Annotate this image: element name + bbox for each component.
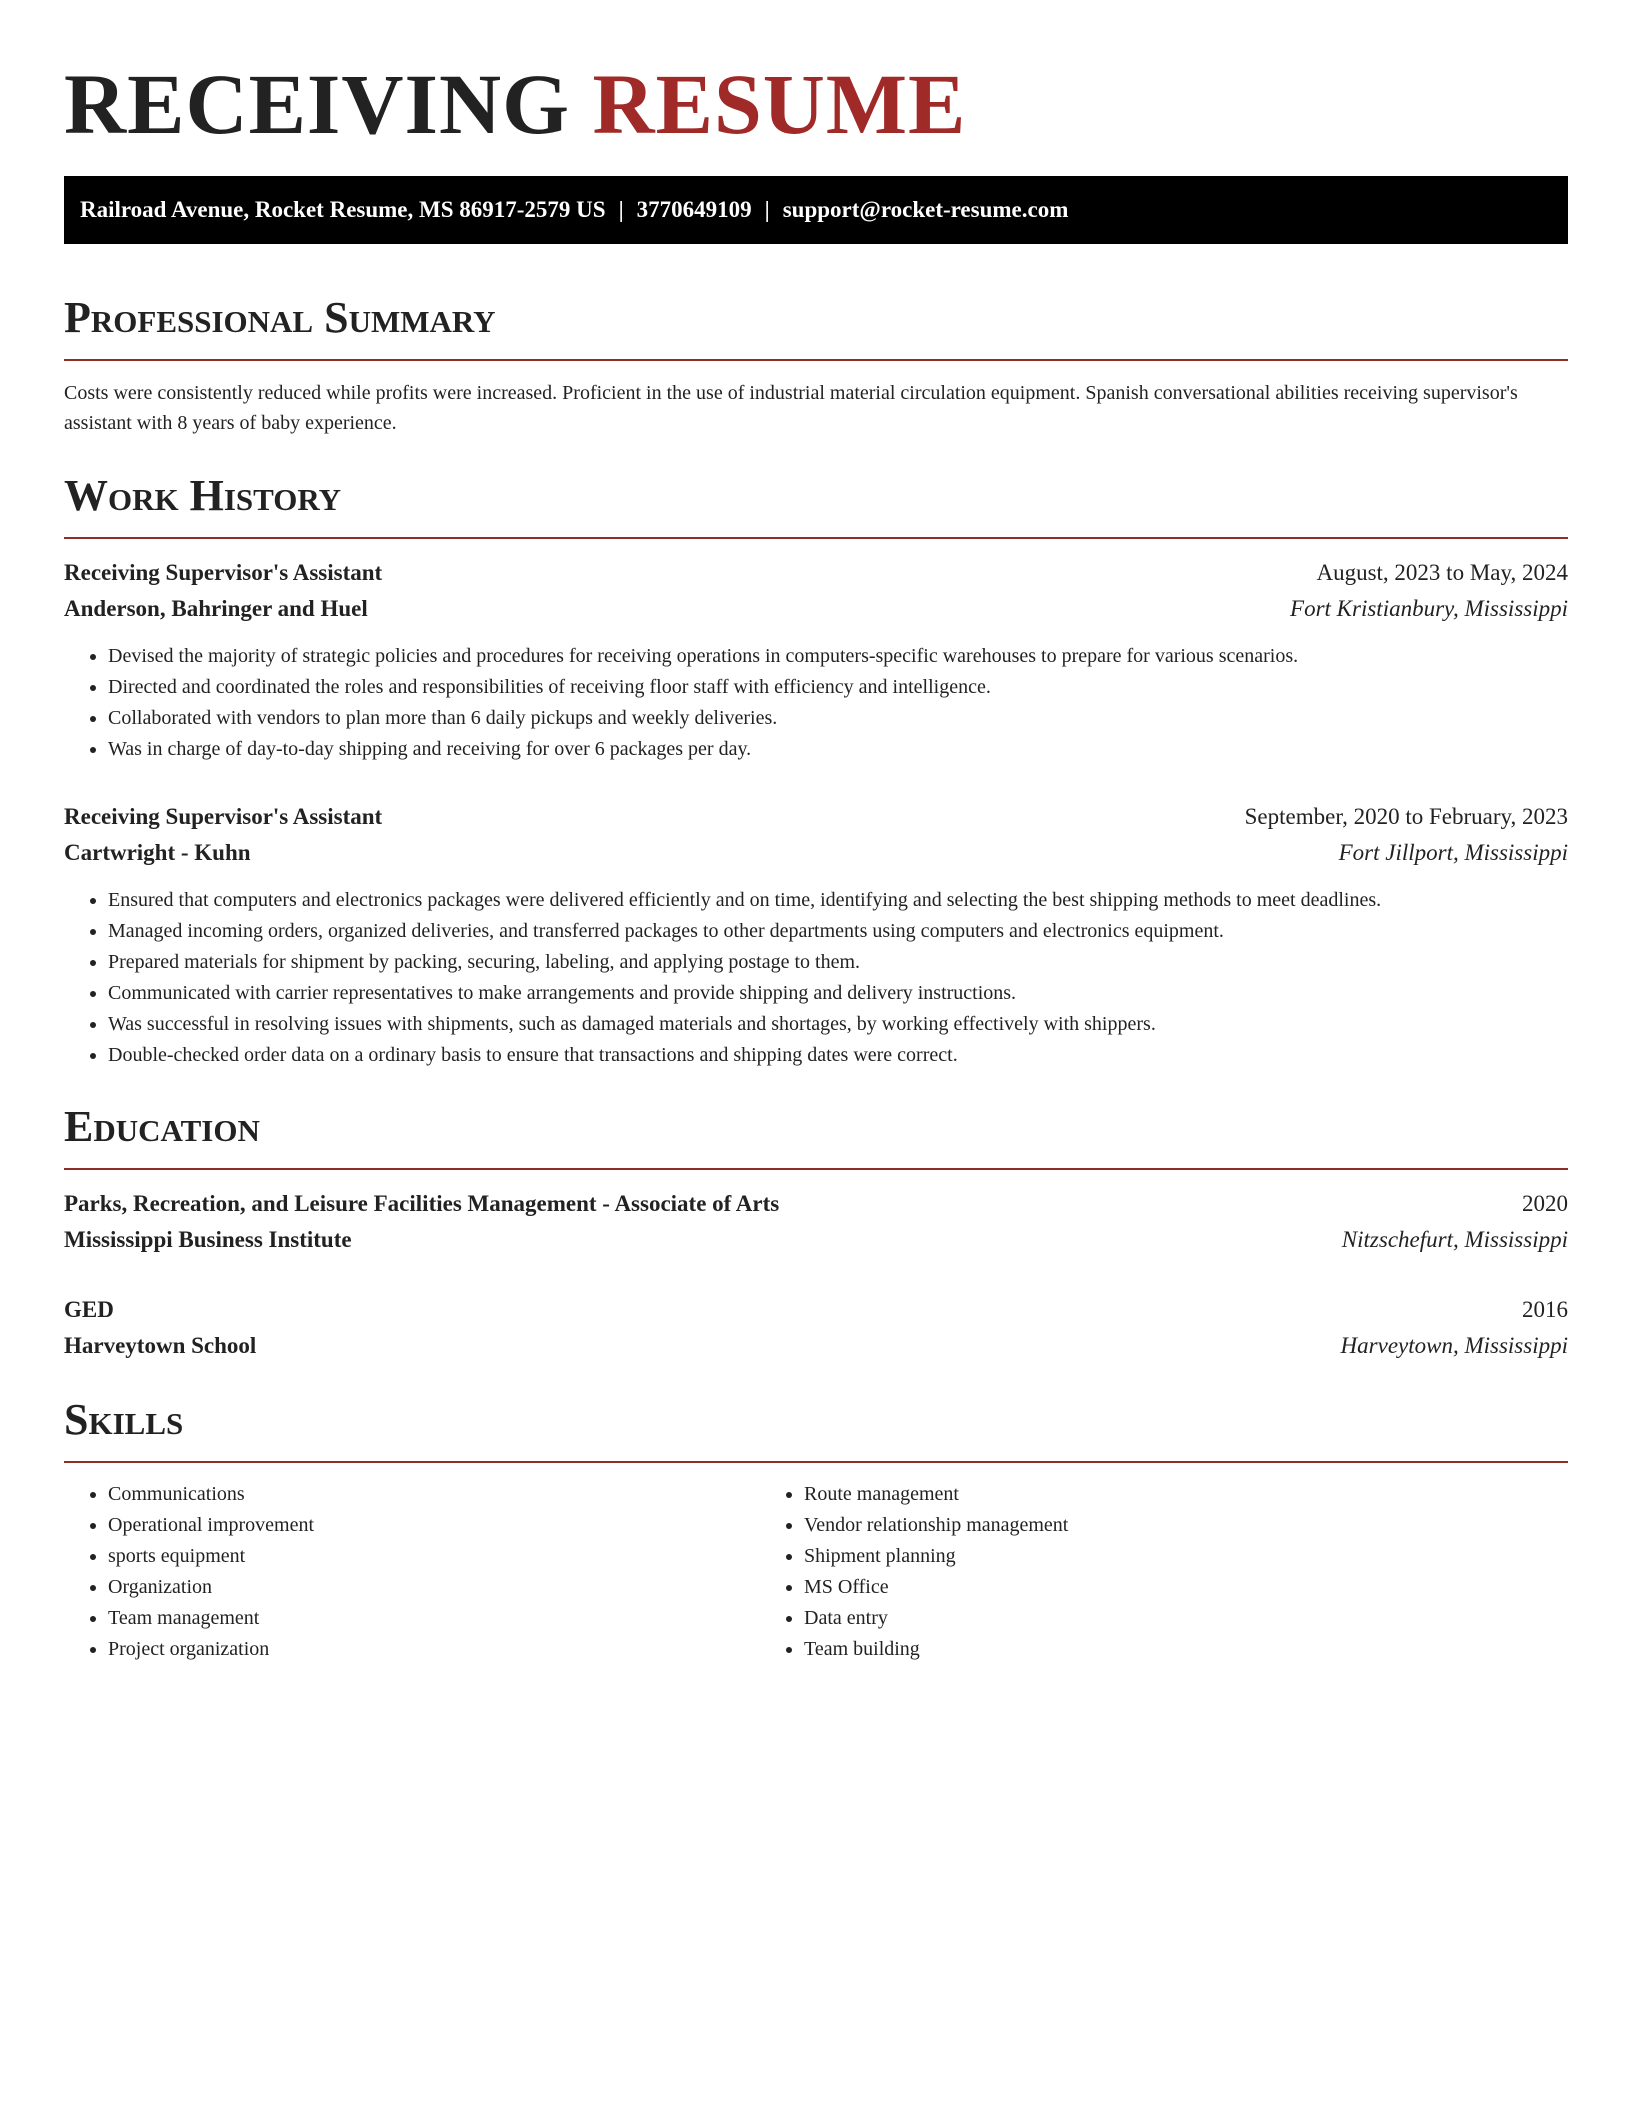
job-location: Fort Jillport, Mississippi [1338, 840, 1568, 865]
contact-address: Railroad Avenue, Rocket Resume, MS 86917-2579 US [80, 197, 606, 222]
job-duties-list [64, 885, 1568, 1071]
skill-item: • Project organization [108, 1634, 760, 1665]
section-title-summary: Professional Summary [64, 293, 496, 342]
education-year: 2020 [1522, 1191, 1568, 1216]
contact-phone: 3770649109 [636, 197, 752, 222]
job-dates: August, 2023 to May, 2024 [1316, 560, 1568, 585]
job-duty: • Was successful in resolving issues with shipments, such as damaged materials and shortages, by working effectively with shippers. [108, 1009, 1568, 1040]
job-duties-list [64, 641, 1568, 765]
education-school: Harveytown School [64, 1333, 257, 1358]
summary-section [64, 290, 1568, 438]
title-first-word: RECEIVING [64, 56, 570, 152]
job-title: Receiving Supervisor's Assistant [64, 804, 383, 829]
job-entry [64, 799, 1568, 1071]
resume-page [64, 0, 1568, 1665]
education-year: 2016 [1522, 1297, 1568, 1322]
title-second-word: RESUME [592, 56, 967, 152]
contact-email: support@rocket-resume.com [782, 197, 1069, 222]
skill-item: • Organization [108, 1572, 760, 1603]
job-duty: • Devised the majority of strategic policies and procedures for receiving operations in computers-specific warehouses to prepare for various scenarios. [108, 641, 1568, 672]
work-history-section [64, 468, 1568, 1071]
section-title-education: Education [64, 1102, 260, 1151]
section-title-skills: Skills [64, 1395, 184, 1444]
skills-list-left [64, 1479, 760, 1665]
skill-item: • Team building [804, 1634, 1568, 1665]
education-school: Mississippi Business Institute [64, 1227, 352, 1252]
job-duty: • Ensured that computers and electronics packages were delivered efficiently and on time, identifying and selecting the best shipping methods to meet deadlines. [108, 885, 1568, 916]
education-location: Harveytown, Mississippi [1340, 1333, 1568, 1358]
education-degree: Parks, Recreation, and Leisure Facilities Management - Associate of Arts [64, 1191, 780, 1216]
skills-section [64, 1392, 1568, 1665]
skill-item: • sports equipment [108, 1541, 760, 1572]
section-title-work-history: Work History [64, 471, 342, 520]
job-duty: • Collaborated with vendors to plan more than 6 daily pickups and weekly deliveries. [108, 703, 1568, 734]
skill-item: • Communications [108, 1479, 760, 1510]
section-divider [64, 537, 1568, 539]
education-degree: GED [64, 1297, 114, 1322]
skill-item: • MS Office [804, 1572, 1568, 1603]
job-duty: • Directed and coordinated the roles and responsibilities of receiving floor staff with efficiency and intelligence. [108, 672, 1568, 703]
job-dates: September, 2020 to February, 2023 [1244, 804, 1568, 829]
job-duty: • Prepared materials for shipment by packing, securing, labeling, and applying postage to them. [108, 947, 1568, 978]
education-entry [64, 1292, 1568, 1364]
summary-text: Costs were consistently reduced while profits were increased. Proficient in the use of industrial material circulation equipment. Spanish conversational abilities receiving supervisor's assistant with 8 years of baby experience. [64, 382, 1518, 434]
section-divider [64, 1461, 1568, 1463]
skills-list-right [760, 1479, 1568, 1665]
section-divider [64, 359, 1568, 361]
skill-item: • Team management [108, 1603, 760, 1634]
skill-item: • Vendor relationship management [804, 1510, 1568, 1541]
section-divider [64, 1168, 1568, 1170]
education-location: Nitzschefurt, Mississippi [1341, 1227, 1568, 1252]
contact-separator: | [618, 197, 624, 222]
skill-item: • Route management [804, 1479, 1568, 1510]
job-title: Receiving Supervisor's Assistant [64, 560, 383, 585]
skill-item: • Shipment planning [804, 1541, 1568, 1572]
resume-title [64, 0, 1568, 154]
job-entry [64, 555, 1568, 765]
skills-columns [64, 1479, 1568, 1665]
job-duty: • Communicated with carrier representatives to make arrangements and provide shipping and delivery instructions. [108, 978, 1568, 1009]
job-location: Fort Kristianbury, Mississippi [1290, 596, 1568, 621]
contact-separator: | [764, 197, 770, 222]
skill-item: • Data entry [804, 1603, 1568, 1634]
job-company: Anderson, Bahringer and Huel [64, 596, 368, 621]
education-section [64, 1099, 1568, 1364]
job-duty: • Was in charge of day-to-day shipping and receiving for over 6 packages per day. [108, 734, 1568, 765]
job-company: Cartwright - Kuhn [64, 840, 251, 865]
job-duty: • Double-checked order data on a ordinary basis to ensure that transactions and shipping dates were correct. [108, 1040, 1568, 1071]
skill-item: • Operational improvement [108, 1510, 760, 1541]
job-duty: • Managed incoming orders, organized deliveries, and transferred packages to other departments using computers and electronics equipment. [108, 916, 1568, 947]
education-entry [64, 1186, 1568, 1258]
contact-bar [64, 176, 1568, 244]
